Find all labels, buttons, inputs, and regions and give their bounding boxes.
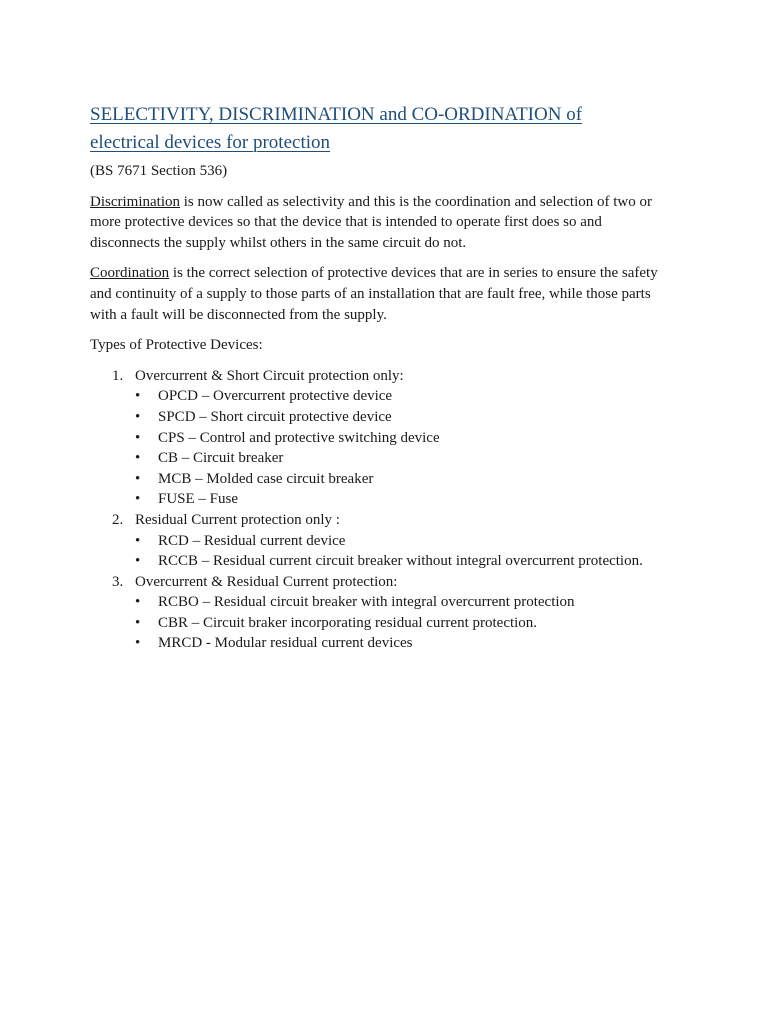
list-item-text: SPCD – Short circuit protective device: [158, 408, 392, 425]
discrimination-paragraph: [90, 192, 675, 254]
list-item-text: MCB – Molded case circuit breaker: [158, 470, 374, 487]
list-item-text: OPCD – Overcurrent protective device: [158, 388, 393, 405]
list-item: [135, 448, 675, 469]
list-item: [135, 386, 675, 407]
bullet-icon: •: [135, 635, 141, 652]
bullet-icon: •: [135, 614, 141, 631]
group-2-items: [135, 531, 675, 572]
bullet-icon: •: [135, 532, 141, 549]
document-title: [90, 101, 675, 157]
list-item-text: RCBO – Residual circuit breaker with integral overcurrent protection: [158, 594, 575, 611]
group-label: Residual Current protection only :: [135, 511, 340, 528]
title-line-1: SELECTIVITY, DISCRIMINATION and CO-ORDINATION of: [90, 104, 583, 125]
group-1: [90, 366, 675, 510]
list-item: [135, 613, 675, 634]
discrimination-term: Discrimination: [90, 193, 180, 210]
bullet-icon: •: [135, 429, 141, 446]
discrimination-text: is now called as selectivity and this is the coordination and selection of two or more protective devices so that the device that is intended to operate first does so and disconnects the supply whilst others in the same circuit do not.: [90, 193, 652, 251]
list-item-text: FUSE – Fuse: [158, 491, 239, 508]
list-item-text: MRCD - Modular residual current devices: [158, 635, 413, 652]
list-item-text: CBR – Circuit braker incorporating residual current protection.: [158, 614, 538, 631]
document-page: [90, 101, 675, 654]
coordination-paragraph: [90, 263, 675, 325]
list-item-text: RCD – Residual current device: [158, 532, 346, 549]
group-number: 1.: [112, 367, 124, 384]
group-label: Overcurrent & Short Circuit protection only:: [135, 367, 404, 384]
list-item-text: RCCB – Residual current circuit breaker without integral overcurrent protection.: [158, 553, 643, 570]
title-line-2: electrical devices for protection: [90, 132, 331, 153]
list-item: [135, 592, 675, 613]
group-2: [90, 510, 675, 572]
bullet-icon: •: [135, 408, 141, 425]
coordination-text: is the correct selection of protective devices that are in series to ensure the safety and continuity of a supply to those parts of an installation that are fault free, while those parts with a fault will be disconnected from the supply.: [90, 265, 658, 323]
list-item: [135, 407, 675, 428]
list-item: [135, 428, 675, 449]
device-types-list: [90, 366, 675, 654]
group-1-items: [135, 386, 675, 510]
bullet-icon: •: [135, 594, 141, 611]
bullet-icon: •: [135, 450, 141, 467]
group-3-items: [135, 592, 675, 654]
group-3: [90, 572, 675, 654]
list-item: [135, 469, 675, 490]
list-item: [135, 551, 675, 572]
group-number: 2.: [112, 511, 124, 528]
list-item: [135, 531, 675, 552]
bullet-icon: •: [135, 470, 141, 487]
group-label: Overcurrent & Residual Current protection:: [135, 573, 398, 590]
list-item-text: CB – Circuit breaker: [158, 450, 284, 467]
group-number: 3.: [112, 573, 124, 590]
list-item-text: CPS – Control and protective switching device: [158, 429, 440, 446]
types-heading: Types of Protective Devices:: [90, 337, 263, 354]
bullet-icon: •: [135, 491, 141, 508]
bullet-icon: •: [135, 553, 141, 570]
bullet-icon: •: [135, 388, 141, 405]
list-item: [135, 489, 675, 510]
list-item: [135, 633, 675, 654]
standard-reference: (BS 7671 Section 536): [90, 163, 228, 179]
coordination-term: Coordination: [90, 265, 170, 282]
